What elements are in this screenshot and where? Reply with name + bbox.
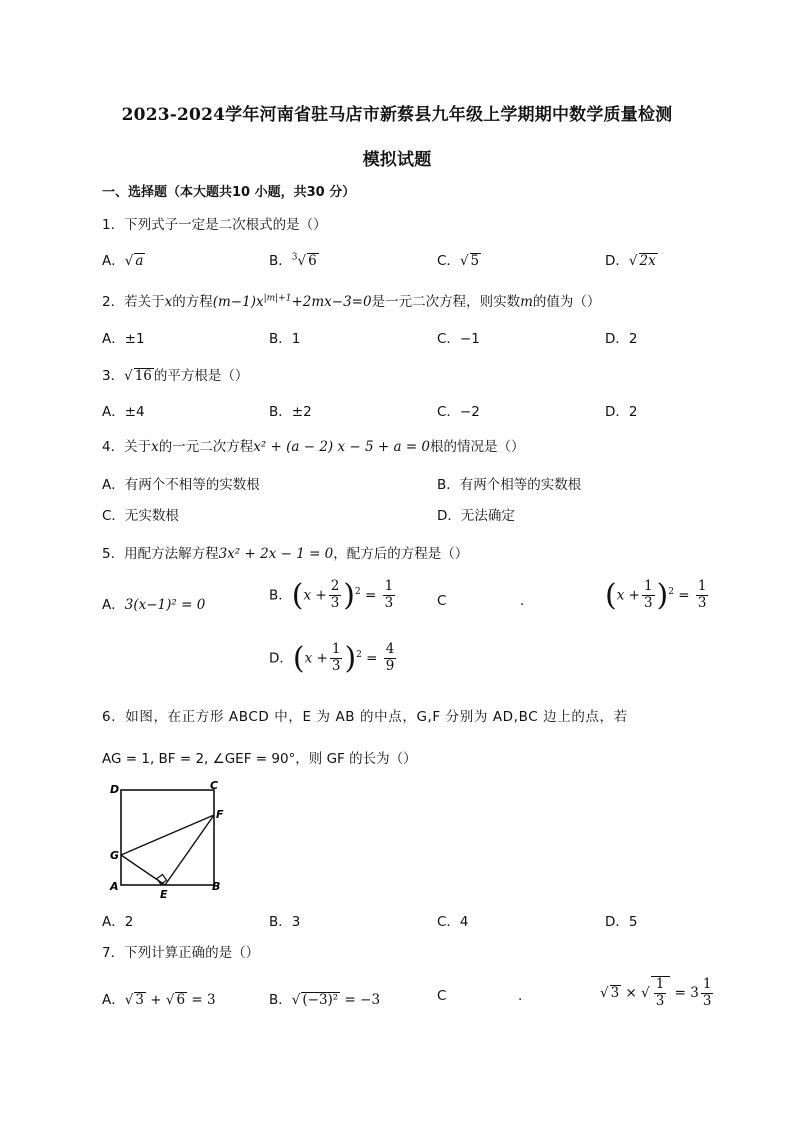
label-d: D [110,783,120,796]
label-f: F [216,808,224,821]
q2-option-a: A．±1 [102,331,145,347]
q2-option-b: B．1 [269,331,301,347]
label-g: G [110,849,120,862]
label-e: E [160,888,168,901]
q1-option-b: B．$^3$√ 6 [269,252,317,269]
question-6-line2: AG = 1, BF = 2, ∠GEF = 90°，则 GF 的长为（） [102,751,417,767]
q5-option-a: A．3(x−1)² = 0 [102,597,206,613]
q7-option-c-dot: . [518,988,523,1004]
q1-option-a: A．√ a [102,253,144,269]
q5-option-b: B．(x + $\frac{2}{3}$ )$^2$ = $\frac{1}{3}$ [269,578,394,613]
q1-option-c: C．√ 5 [437,253,480,269]
exam-title: 2023-2024学年河南省驻马店市新蔡县九年级上学期期中数学质量检测 [121,105,673,125]
q6-option-a: A．2 [102,914,134,930]
q6-option-d: D．5 [605,914,638,930]
exam-subtitle: 模拟试题 [362,150,432,170]
question-6-line1: 6．如图，在正方形 ABCD 中，E 为 AB 的中点，G,F 分别为 AD,BC 边上的点，若 [102,709,628,725]
q4-option-a: A．有两个不相等的实数根 [102,477,260,493]
q6-option-b: B．3 [269,914,301,930]
q3-option-c: C．−2 [437,404,480,420]
label-a: A [110,880,119,893]
question-2-stem: 2．若关于x的方程$(m-1)x^{|m|+1}+2mx-3=0$是一元二次方程，则实数m的值为（） [102,293,601,310]
question-4-stem: 4．关于x的一元二次方程x² + (a − 2) x − 5 + a = 0根的情况是（） [102,439,525,455]
q3-option-d: D．2 [605,404,638,420]
q6-option-c: C．4 [437,914,469,930]
q3-option-b: B．±2 [269,404,312,420]
q7-option-c-expr: √ 3 × √ $\frac{1}{3}$ = 3 $\frac{1}{3}$ [600,976,712,1009]
question-1-stem: 1．下列式子一定是二次根式的是（） [102,217,327,233]
q3-option-a: A．±4 [102,404,145,420]
q4-option-d: D．无法确定 [437,508,515,524]
section-heading: 一、选择题（本大题共10 小题，共30 分） [102,185,356,200]
q2-option-c: C．−1 [437,331,480,347]
label-b: B [212,880,221,893]
question-5-stem: 5．用配方法解方程3x² + 2x − 1 = 0，配方后的方程是（） [102,546,469,562]
square-abcd [121,790,214,885]
label-c: C [210,780,219,792]
question-3-stem: 3．√ 16 的平方根是（） [102,368,249,384]
q5-option-c-dot: . [520,593,525,609]
q7-option-c-label: C [437,988,447,1004]
square-figure [104,780,234,902]
q7-option-a: A．√ 3 + √ 6 = 3 [102,992,216,1008]
q5-option-c-label: C [437,593,447,609]
q7-option-b: B．√ (−3)² = −3 [269,992,381,1008]
q5-option-c-expr: (x + $\frac{1}{3}$ )$^2$ = $\frac{1}{3}$ [605,578,707,613]
q2-option-d: D．2 [605,331,638,347]
q5-option-d: D．(x + $\frac{1}{3}$ )$^2$ = $\frac{4}{9}$ [269,641,395,676]
question-7-stem: 7．下列计算正确的是（） [102,945,260,961]
q1-option-d: D．√ 2x [605,253,656,269]
q4-option-c: C．无实数根 [102,508,179,524]
q4-option-b: B．有两个相等的实数根 [437,477,582,493]
